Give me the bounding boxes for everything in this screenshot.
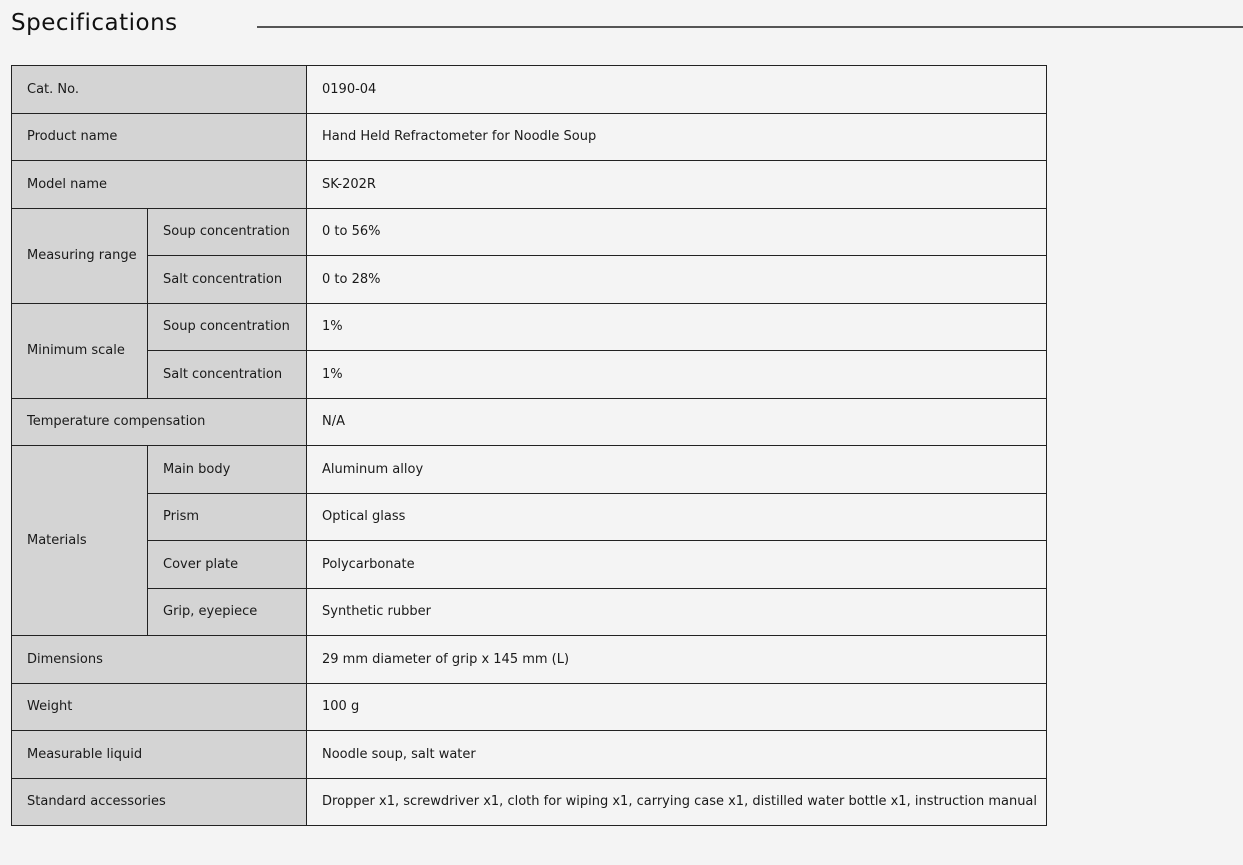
table-row-materials-grip: [12, 588, 1047, 636]
table-row-measurable-liquid: [12, 731, 1047, 779]
table-row-measuring-range-salt: [12, 256, 1047, 304]
row-sublabel: Prism: [148, 493, 307, 541]
table-row-dimensions: [12, 636, 1047, 684]
row-sublabel: Grip, eyepiece: [148, 588, 307, 636]
row-value: 29 mm diameter of grip x 145 mm (L): [307, 636, 1047, 684]
row-value: 0 to 56%: [307, 208, 1047, 256]
table-row-cat-no: [12, 66, 1047, 114]
row-value: 0190-04: [307, 66, 1047, 114]
row-value: Aluminum alloy: [307, 446, 1047, 494]
row-value: N/A: [307, 398, 1047, 446]
row-value: Hand Held Refractometer for Noodle Soup: [307, 113, 1047, 161]
row-label: Temperature compensation: [12, 398, 307, 446]
row-label: Standard accessories: [12, 778, 307, 826]
row-value: Optical glass: [307, 493, 1047, 541]
row-value: 100 g: [307, 683, 1047, 731]
group-label: Measuring range: [12, 208, 148, 303]
table-row-minimum-scale-salt: [12, 351, 1047, 399]
table-row-temperature-compensation: [12, 398, 1047, 446]
row-value: 0 to 28%: [307, 256, 1047, 304]
table-row-model-name: [12, 161, 1047, 209]
row-sublabel: Soup concentration: [148, 303, 307, 351]
spec-table: [11, 65, 1047, 826]
row-label: Dimensions: [12, 636, 307, 684]
row-label: Cat. No.: [12, 66, 307, 114]
table-row-product-name: [12, 113, 1047, 161]
table-row-materials-cover-plate: [12, 541, 1047, 589]
row-value: Noodle soup, salt water: [307, 731, 1047, 779]
table-row-measuring-range-soup: [12, 208, 1047, 256]
row-sublabel: Cover plate: [148, 541, 307, 589]
group-label: Materials: [12, 446, 148, 636]
row-value: Synthetic rubber: [307, 588, 1047, 636]
row-sublabel: Soup concentration: [148, 208, 307, 256]
row-label: Measurable liquid: [12, 731, 307, 779]
row-label: Product name: [12, 113, 307, 161]
page-title: Specifications: [11, 10, 178, 36]
row-value: Polycarbonate: [307, 541, 1047, 589]
row-value: 1%: [307, 351, 1047, 399]
table-row-weight: [12, 683, 1047, 731]
table-row-standard-accessories: [12, 778, 1047, 826]
title-divider: [257, 26, 1243, 28]
row-label: Model name: [12, 161, 307, 209]
group-label: Minimum scale: [12, 303, 148, 398]
row-value: 1%: [307, 303, 1047, 351]
row-sublabel: Main body: [148, 446, 307, 494]
row-sublabel: Salt concentration: [148, 256, 307, 304]
row-label: Weight: [12, 683, 307, 731]
table-row-materials-prism: [12, 493, 1047, 541]
table-row-minimum-scale-soup: [12, 303, 1047, 351]
row-value: SK-202R: [307, 161, 1047, 209]
row-sublabel: Salt concentration: [148, 351, 307, 399]
row-value: Dropper x1, screwdriver x1, cloth for wiping x1, carrying case x1, distilled water bottle x1, instruction manual: [307, 778, 1047, 826]
table-row-materials-main-body: [12, 446, 1047, 494]
